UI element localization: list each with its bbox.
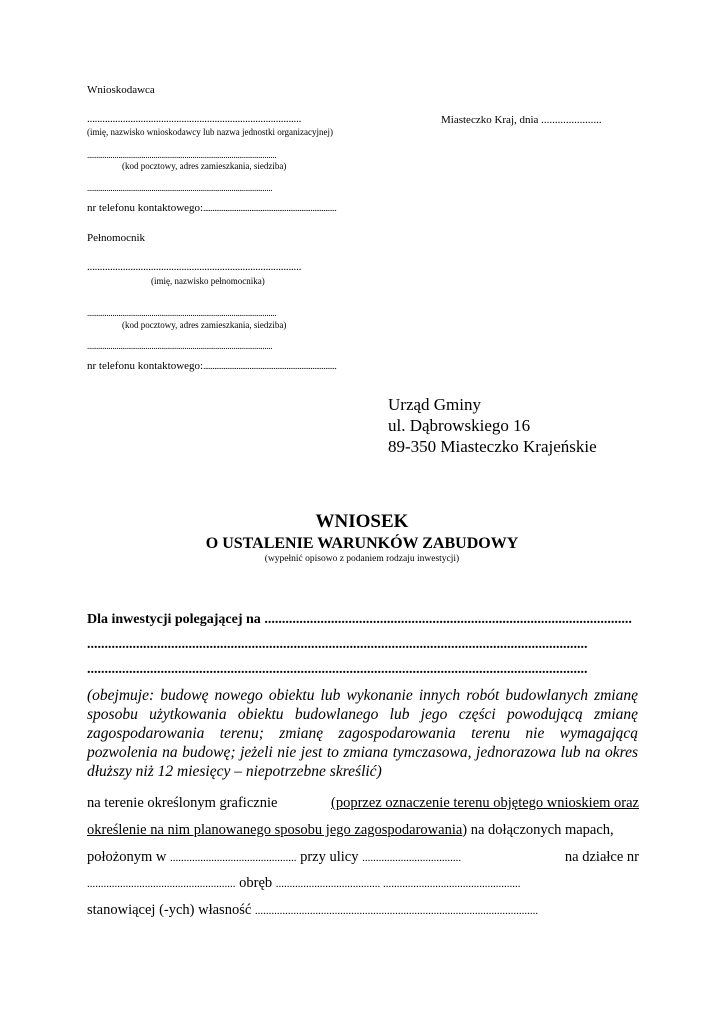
plot-number-field[interactable]: ...................................................... (87, 878, 236, 890)
proxy-phone-field[interactable]: ........................................................................ (203, 361, 337, 371)
location-field[interactable]: .............................................. (169, 852, 297, 864)
recipient-line-1: Urząd Gminy (388, 395, 482, 414)
document-title: WNIOSEK (315, 511, 409, 532)
document-title-note: (wypełnić opisowo z podaniem rodzaju inwestycji) (264, 554, 460, 564)
applicant-heading: Wnioskodawca (87, 84, 155, 96)
applicant-name-caption: (imię, nazwisko wnioskodawcy lub nazwa jednostki organizacyjnej) (87, 127, 334, 137)
document-subtitle: O USTALENIE WARUNKÓW ZABUDOWY (205, 535, 519, 552)
location-label: położonym w (87, 849, 167, 865)
proxy-heading: Pełnomocnik (87, 232, 146, 244)
plot-label: na działce nr (564, 849, 639, 865)
investment-line-1 (87, 612, 639, 628)
street-field[interactable]: .................................... (362, 852, 462, 864)
terrain-line-3 (87, 849, 639, 866)
ownership-label: stanowiącej (-ych) własność (87, 902, 252, 918)
ownership-field[interactable]: ....................................................................................................... (254, 905, 539, 917)
investment-field-3[interactable]: ............................................................................................................................................... (87, 662, 588, 677)
proxy-name-caption: (imię, nazwisko pełnomocnika) (151, 276, 265, 286)
investment-label: Dla inwestycji polegającej na (87, 612, 265, 627)
applicant-name-field[interactable]: .................................................................................... (87, 113, 302, 125)
terrain-line-5 (87, 902, 639, 919)
proxy-address-field[interactable]: ................................................................................................. (87, 308, 277, 318)
applicant-address-field[interactable]: ................................................................................................. (87, 150, 277, 160)
proxy-name-field[interactable]: .................................................................................... (87, 261, 302, 273)
terrain-line-1-text: na terenie określonym graficznie (87, 795, 278, 811)
terrain-line-2-underlined: określenie na nim planowanego sposobu jego zagospodarowania (87, 822, 463, 838)
terrain-line-4 (87, 875, 639, 892)
applicant-address-field-2[interactable]: ............................................................................................... (87, 183, 273, 193)
investment-note: (obejmuje: budowę nowego obiektu lub wykonanie innych robót budowlanych zmianę sposobu użytkowania obiektu budowlanego lub jego części powodującą zmianę zagospodarowania terenu; zmianę zagospodarowania terenu nie wymagającą pozwolenia na budowę; jeżeli nie jest to zmiana tymczasowa, jednorazowa lub na okres dłuższy niż 12 miesięcy – niepotrzebne skreślić) (87, 687, 638, 780)
applicant-phone-label: nr telefonu kontaktowego: (87, 202, 204, 214)
applicant-address-caption: (kod pocztowy, adres zamieszkania, siedziba) (122, 161, 287, 171)
recipient-line-2: ul. Dąbrowskiego 16 (388, 416, 531, 435)
terrain-line-1-underlined: (poprzez oznaczenie terenu objętego wnioskiem oraz (331, 795, 639, 811)
proxy-address-field-2[interactable]: ............................................................................................... (87, 341, 273, 351)
investment-field-1[interactable]: ......................................................................................................... (264, 612, 632, 627)
precinct-label: obręb (239, 875, 273, 891)
street-label: przy ulicy (300, 849, 359, 865)
terrain-line-2-end: ) na dołączonych mapach, (462, 822, 614, 838)
recipient-line-3: 89-350 Miasteczko Krajeńskie (388, 437, 597, 456)
precinct-field[interactable]: ...................................... .................................................. (275, 878, 521, 890)
investment-field-2[interactable]: ............................................................................................................................................... (87, 637, 588, 652)
proxy-address-caption: (kod pocztowy, adres zamieszkania, siedziba) (122, 320, 287, 330)
terrain-line-1 (87, 795, 639, 812)
proxy-phone (87, 360, 336, 372)
place-date-field[interactable]: Miasteczko Kraj, dnia ...................... (441, 114, 602, 126)
applicant-phone (87, 202, 336, 214)
terrain-line-2 (87, 822, 639, 839)
proxy-phone-label: nr telefonu kontaktowego: (87, 360, 204, 372)
applicant-phone-field[interactable]: ........................................................................ (203, 203, 337, 213)
